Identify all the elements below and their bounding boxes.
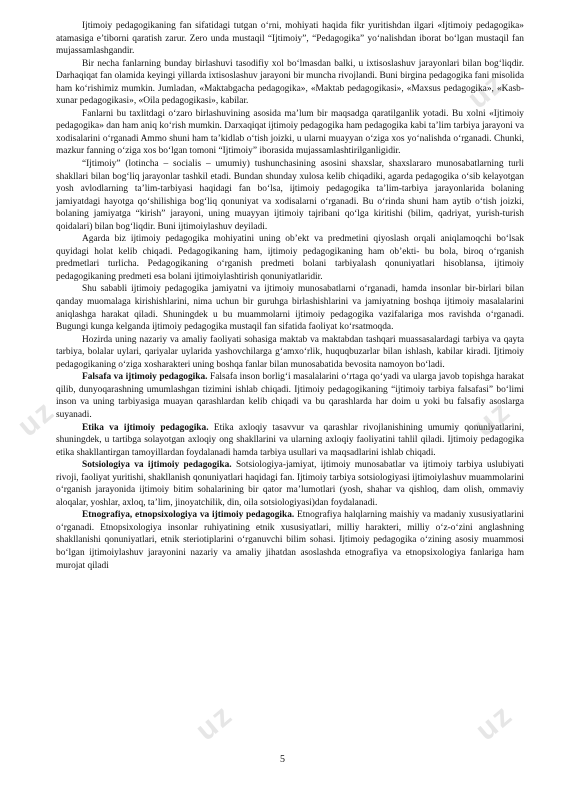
paragraph-text: Shu sababli ijtimoiy pedagogika jamiyatni va ijtimoiy munosabatlarni o‘rganadi, hamda insonlar bir-birlari bilan qanday muomalaga kirishishlarini, nima uchun bir guruhga birlashishlarini va jamiyatning boshqa ijtimoiy masalalarini aniqlashga harakat qiladi. Shuningdek u bu muammolarni ijtimoiy pedagogika vazifalariga mos ravishda o‘rganadi. Bugungi kunga kelganda ijtimoiy pedagogika mustaqil fan sifatida faoliyat ko‘rsatmoqda. [56,284,524,333]
paragraph-text: Sotsiologiya-jamiyat, ijtimoiy munosabatlar va ijtimoiy tarbiya uslubiyati rivoji, faoliyat yuritishi, shakllanish qonuniyatlari haqidagi fan. Ijtimoiy tarbiya sotsiologiyasi ijtimoiylashuv muammolarini o‘rganish jarayonida ijtimoiy bitim sohalarining bir qator ma’lumotlari (yosh, shahar va qishloq, dam olish, ommaviy aloqalar, yoshlar, axloq, ta’lim, jinoyatchilik, din, oila sotsiologiyasi)dan foydalanadi. [56,460,525,508]
paragraph-text: Etnografiya halqlarning maishiy va madaniy xususiyatlarini o‘rganadi. Etnopsixologiya insonlar ruhiyatining etnik xususiyatlari, milliy harakteri, milliy o‘z-o‘zini anglashning shakllanishi qonuniyatlari, etnik steriotiplarini o‘rganuvchi bilim sohasi. Ijtimoiy pedagogika o‘zining asosiy muammosi bo‘lgan ijtimoiylashuv jarayonini nazariy va amaliy jihatdan asoslashda etnografiya va etnopsixologiya fanlariga ham murojat qiladi [56,510,524,571]
paragraph-heading: Etnografiya, etnopsixologiya va ijtimoiy pedagogika. [82,510,295,521]
paragraph [56,509,524,572]
paragraph [56,20,524,58]
paragraph [56,334,524,372]
paragraph [56,371,524,421]
paragraph-text: Falsafa inson borlig‘i masalalarini o‘rtaga qo‘yadi va ularga javob topishga harakat qilib, dunyoqarashning umumlashgan tizimini ishlab chiqadi. Ijtimoiy pedagogikaning “ijtimoiy tarbiya falsafasi” bo‘limi inson va uning tarbiyasiga muayan qarashlardan kelib chiqadi va bu qarashlarda har doim u yoki bu falsafiy asoslarga suyanadi. [56,372,524,420]
paragraph [56,283,524,333]
watermark: uz [11,393,62,444]
watermark: uz [467,393,518,444]
watermark: uz [469,697,520,748]
watermark: uz [461,65,512,116]
paragraph-text: Bir necha fanlarning bunday birlashuvi tasodifiy xol bo‘lmasdan balki, u ixtisoslashuv jarayonlari bilan bog‘liqdir. Darhaqiqat fan olamida keyingi yillarda ixtisoslashuv jarayoni bir muncha rivojlandi. Buni birgina pedagogika fani misolida ham ko‘rishimiz mumkin. Jumladan, «Maktabgacha pedagogika», «Maktab pedagogikasi», «Maxsus pedagogika», «Kasb-xunar pedagogikasi», «Oila pedagogikasi», kabilar. [56,58,524,107]
paragraph-heading: Etika va ijtimoiy pedagogika. [82,422,209,433]
paragraph-heading: Falsafa va ijtimoiy pedagogika. [82,372,208,383]
paragraph [56,459,524,509]
paragraph [56,158,524,233]
paragraph-text: Ijtimoiy pedagogikaning fan sifatidagi tutgan o‘rni, mohiyati haqida fikr yuritishdan ilgari «Ijtimoiy pedagogika» atamasiga e’tiborni qaratish zarur. Zero unda mustaqil “Ijtimoiy”, “Pedagogika” yo‘nalishdan iborat bo‘lgan mustaqil fan mujassamlashgandir. [56,21,524,57]
paragraph-heading: Sotsiologiya va ijtimoiy pedagogika. [82,460,232,471]
paragraph-text: Agarda biz ijtimoiy pedagogika mohiyatini uning ob’ekt va predmetini qiyoslash orqali aniqlamoqchi bo‘lsak quyidagi holat kelib chiqadi. Pedagogikaning ham, ijtimoiy pedagogikaning ham ob’ekti- bu bola, biroq o‘rganish predmetlari turlicha. Pedagogikaning o‘rganish predmeti bolani tarbiyalash qonuniyatlari hisoblansa, ijtimoiy pedagogikaning predmeti esa bolani ijtimoiylashtirish qonuniyatlaridir. [56,234,524,282]
document-body [56,20,524,572]
watermark: uz [189,697,240,748]
paragraph [56,233,524,283]
paragraph-text: Hozirda uning nazariy va amaliy faoliyati sohasiga maktab va maktabdan tashqari muassasalardagi tarbiya va qayta tarbiya, bolalar uylari, qariyalar uylarida yashovchilarga g‘amxo‘rlik, huquqbuzarlar bilan ishlash, kabilar kiradi. Ijtimoiy pedagogikaning o‘ziga xosharakteri uning boshqa fanlar bilan munosabatida bevosita namoyon bo‘ladi. [56,334,524,370]
paragraph [56,422,524,460]
page-number: 5 [280,754,285,765]
paragraph-text: “Ijtimoiy” (lotincha – socialis – umumiy) tushunchasining asosini shaxslar, shaxslararo munosabatlarning turli shakllari bilan bog‘liq jarayonlar tashkil etadi. Bundan shunday xulosa kelib chiqadiki, agarda pedagogika o‘sib kelayotgan yosh avlodlarning ta’lim-tarbiyasi haqidagi fan bo‘lsa, ijtimoiy pedagogika ta’lim-tarbiya jarayonlarida bolaning jamiyatdagi hayotga qo‘shilishiga bog‘liq qonuniyat va xodisalarni o‘rganadi. Bu o‘rinda shuni ham aytib o‘tish joizki, bolaning jamiyatga “kirish” jarayoni, uning muayyan ijtimoiy tajribani qo‘lga kiritishi (bilim, qadriyat, yurish-turish qoidalari) bilan bog‘liqdir. Buni ijtimoiylashuv deyiladi. [56,159,524,232]
paragraph [56,108,524,158]
document-page [56,20,524,780]
paragraph-text: Fanlarni bu taxlitdagi o‘zaro birlashuvining asosida ma’lum bir maqsadga qaratilganlik yotadi. Bu xolni «Ijtimoiy pedagogika» dan ham aniq ko‘rish mumkin. Darxaqiqat ijtimoiy pedagogika ham pedagogika kabi ta’lim tarbiya jarayoni va xodisalarini o‘rganadi Ammo shuni ham ta’kidlab o‘tish joizki, u ularni muayyan o‘ziga xos yo‘nalishda o‘rganadi. Chunki, mazkur fanning o‘ziga xos bo‘lgan tomoni “Ijtimoiy” iborasida mujassamlashtirilganligidir. [56,108,524,157]
paragraph-text: Etika axloqiy tasavvur va qarashlar rivojlanishining umumiy qonuniyatlarini, shuningdek, u tartibga solayotgan axloqiy ong shakllarini va ularning axloqiy faoliyatini tahlil qiladi. Ijtimoiy pedagogika etika shakllantirgan tamoyillardan foydalanadi hamda tarbiya usullari va maqsadlarini ishlab chiqadi. [56,422,524,458]
paragraph [56,58,524,108]
